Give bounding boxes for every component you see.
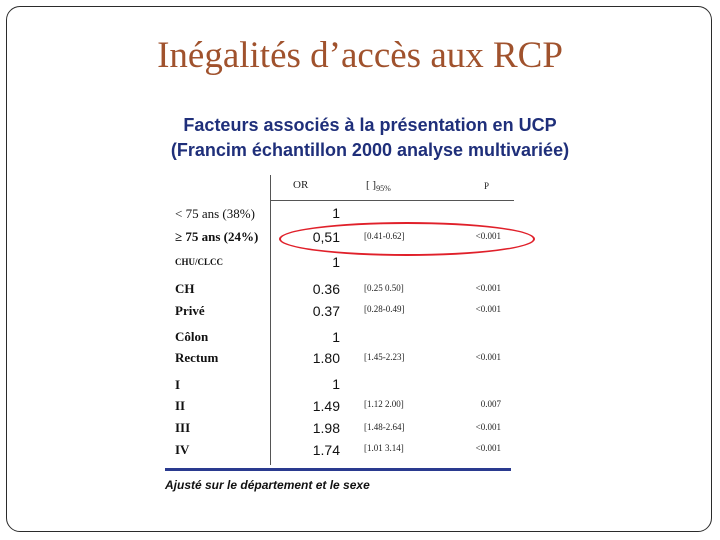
row-ci: [0.41-0.62]: [364, 231, 405, 241]
row-label: IV: [175, 442, 190, 457]
row-label: ≥ 75 ans (24%): [175, 229, 259, 244]
row-label: CHU/CLCC: [175, 257, 224, 267]
row-p: 0.007: [480, 399, 501, 409]
row-label: CH: [175, 281, 195, 296]
row-p: <0.001: [475, 443, 501, 453]
row-ci: [1.48-2.64]: [364, 422, 405, 432]
column-header-ci: [366, 179, 391, 193]
footnote: Ajusté sur le département et le sexe: [165, 478, 370, 492]
row-or: 1: [332, 254, 340, 270]
row-label: < 75 ans (38%): [175, 206, 255, 221]
column-header-ci-sub: 95%: [376, 184, 391, 194]
table-bottom-rule: [165, 468, 511, 471]
row-or: 0.36: [312, 281, 340, 297]
row-ci: [0.25 0.50]: [364, 283, 404, 293]
row-label: Côlon: [175, 329, 209, 344]
column-header-ci-brackets: [ ]: [366, 179, 377, 191]
row-ci: [1.45-2.23]: [364, 352, 405, 362]
row-or: 1: [332, 329, 340, 345]
row-or: 0.37: [312, 303, 340, 319]
slide-title: Inégalités d’accès aux RCP: [157, 35, 563, 76]
table-heading-line2: (Francim échantillon 2000 analyse multivariée): [170, 140, 570, 160]
row-or: 1: [332, 205, 340, 221]
row-ci: [0.28-0.49]: [364, 304, 405, 314]
row-or: 1.49: [312, 398, 340, 414]
column-header-p: P: [484, 181, 490, 191]
row-or: 0,51: [312, 229, 340, 245]
slide-frame: [6, 6, 712, 532]
row-or: 1.74: [312, 442, 340, 458]
row-or: 1.98: [312, 420, 340, 436]
column-header-or: OR: [293, 179, 309, 191]
row-p: <0.001: [475, 283, 501, 293]
row-label: II: [175, 398, 186, 413]
column-divider: [270, 175, 271, 465]
row-or: 1: [332, 376, 340, 392]
row-ci: [1.12 2.00]: [364, 399, 404, 409]
row-label: Privé: [175, 303, 205, 318]
row-label: III: [175, 420, 191, 435]
row-label: I: [175, 377, 181, 392]
row-ci: [1.01 3.14]: [364, 443, 404, 453]
header-divider: [270, 200, 514, 201]
row-p: <0.001: [475, 304, 501, 314]
table-heading-line1: Facteurs associés à la présentation en UCP: [183, 115, 557, 135]
row-p: <0.001: [475, 231, 501, 241]
row-p: <0.001: [475, 352, 501, 362]
row-or: 1.80: [312, 350, 340, 366]
row-p: <0.001: [475, 422, 501, 432]
row-label: Rectum: [175, 350, 219, 365]
highlight-ellipse: [279, 222, 535, 256]
